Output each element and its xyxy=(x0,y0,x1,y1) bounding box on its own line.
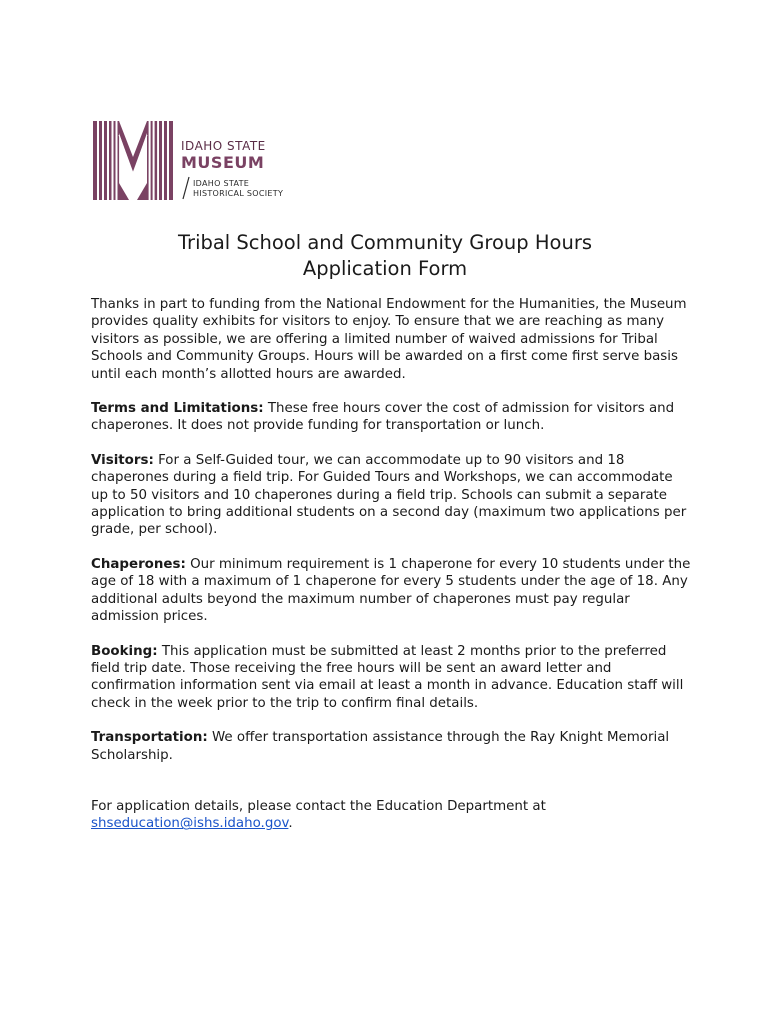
logo-wordmark xyxy=(181,139,266,172)
logo-line-museum: MUSEUM xyxy=(181,153,265,172)
terms-heading: Terms and Limitations: xyxy=(91,401,264,417)
document-body xyxy=(91,296,691,781)
page-title-line2: Application Form xyxy=(302,257,468,280)
logo-sub-text xyxy=(193,179,283,199)
transportation-text: We offer transportation assistance through the Ray Knight Memorial Scholarship. xyxy=(91,730,670,763)
transportation-heading: Transportation: xyxy=(91,730,208,746)
logo-line-idaho-state: IDAHO STATE xyxy=(181,139,266,153)
booking-heading: Booking: xyxy=(91,643,158,659)
education-email-link[interactable]: shseducation@ishs.idaho.gov xyxy=(91,816,289,832)
terms-text: These free hours cover the cost of admission for visitors and chaperones. It does not provide funding for transportation or lunch. xyxy=(91,401,675,434)
page-title-line1: Tribal School and Community Group Hours xyxy=(178,231,592,254)
contact-email-line xyxy=(91,815,691,832)
booking-paragraph xyxy=(91,643,691,713)
contact-trailing: . xyxy=(288,816,293,832)
logo-sub-line2: HISTORICAL SOCIETY xyxy=(193,189,284,198)
logo-sub-line1: IDAHO STATE xyxy=(193,179,250,188)
terms-paragraph xyxy=(91,400,691,435)
chaperones-text: Our minimum requirement is 1 chaperone for every 10 students under the age of 18 with a maximum of 1 chaperone for every 5 students under the age of 18. Any additional adults beyond the maximum number of chaperones must pay regular admission prices. xyxy=(91,556,691,625)
chaperones-paragraph xyxy=(91,556,691,626)
contact-block xyxy=(91,798,691,833)
museum-m-logo-icon xyxy=(93,121,173,200)
museum-logo xyxy=(93,121,308,203)
intro-paragraph: Thanks in part to funding from the National Endowment for the Humanities, the Museum provides quality exhibits for visitors to enjoy. To ensure that we are reaching as many visitors as possible, we are offering a limited number of waived admissions for Tribal Schools and Community Groups. Hours will be awarded on a first come first serve basis until each month’s allotted hours are awarded. xyxy=(91,297,687,382)
chaperones-heading: Chaperones: xyxy=(91,556,186,572)
visitors-paragraph xyxy=(91,452,691,539)
page-title xyxy=(0,230,770,282)
booking-text: This application must be submitted at least 2 months prior to the preferred field trip date. Those receiving the free hours will be sent an award letter and confirmation information sent via email at least a month in advance. Education staff will check in the week prior to the trip to confirm final details. xyxy=(91,643,684,711)
contact-text: For application details, please contact the Education Department at xyxy=(91,799,546,814)
visitors-text: For a Self-Guided tour, we can accommodate up to 90 visitors and 18 chaperones during a field trip. For Guided Tours and Workshops, we can accommodate up to 50 visitors and 10 chaperones during a field trip. Schools can submit a separate application to bring additional students on a second day (maximum two applications per grade, per school). xyxy=(91,452,687,538)
transportation-paragraph xyxy=(91,729,691,764)
slash-icon xyxy=(181,175,191,201)
logo-sub-wordmark xyxy=(181,175,311,201)
visitors-heading: Visitors: xyxy=(91,452,154,468)
